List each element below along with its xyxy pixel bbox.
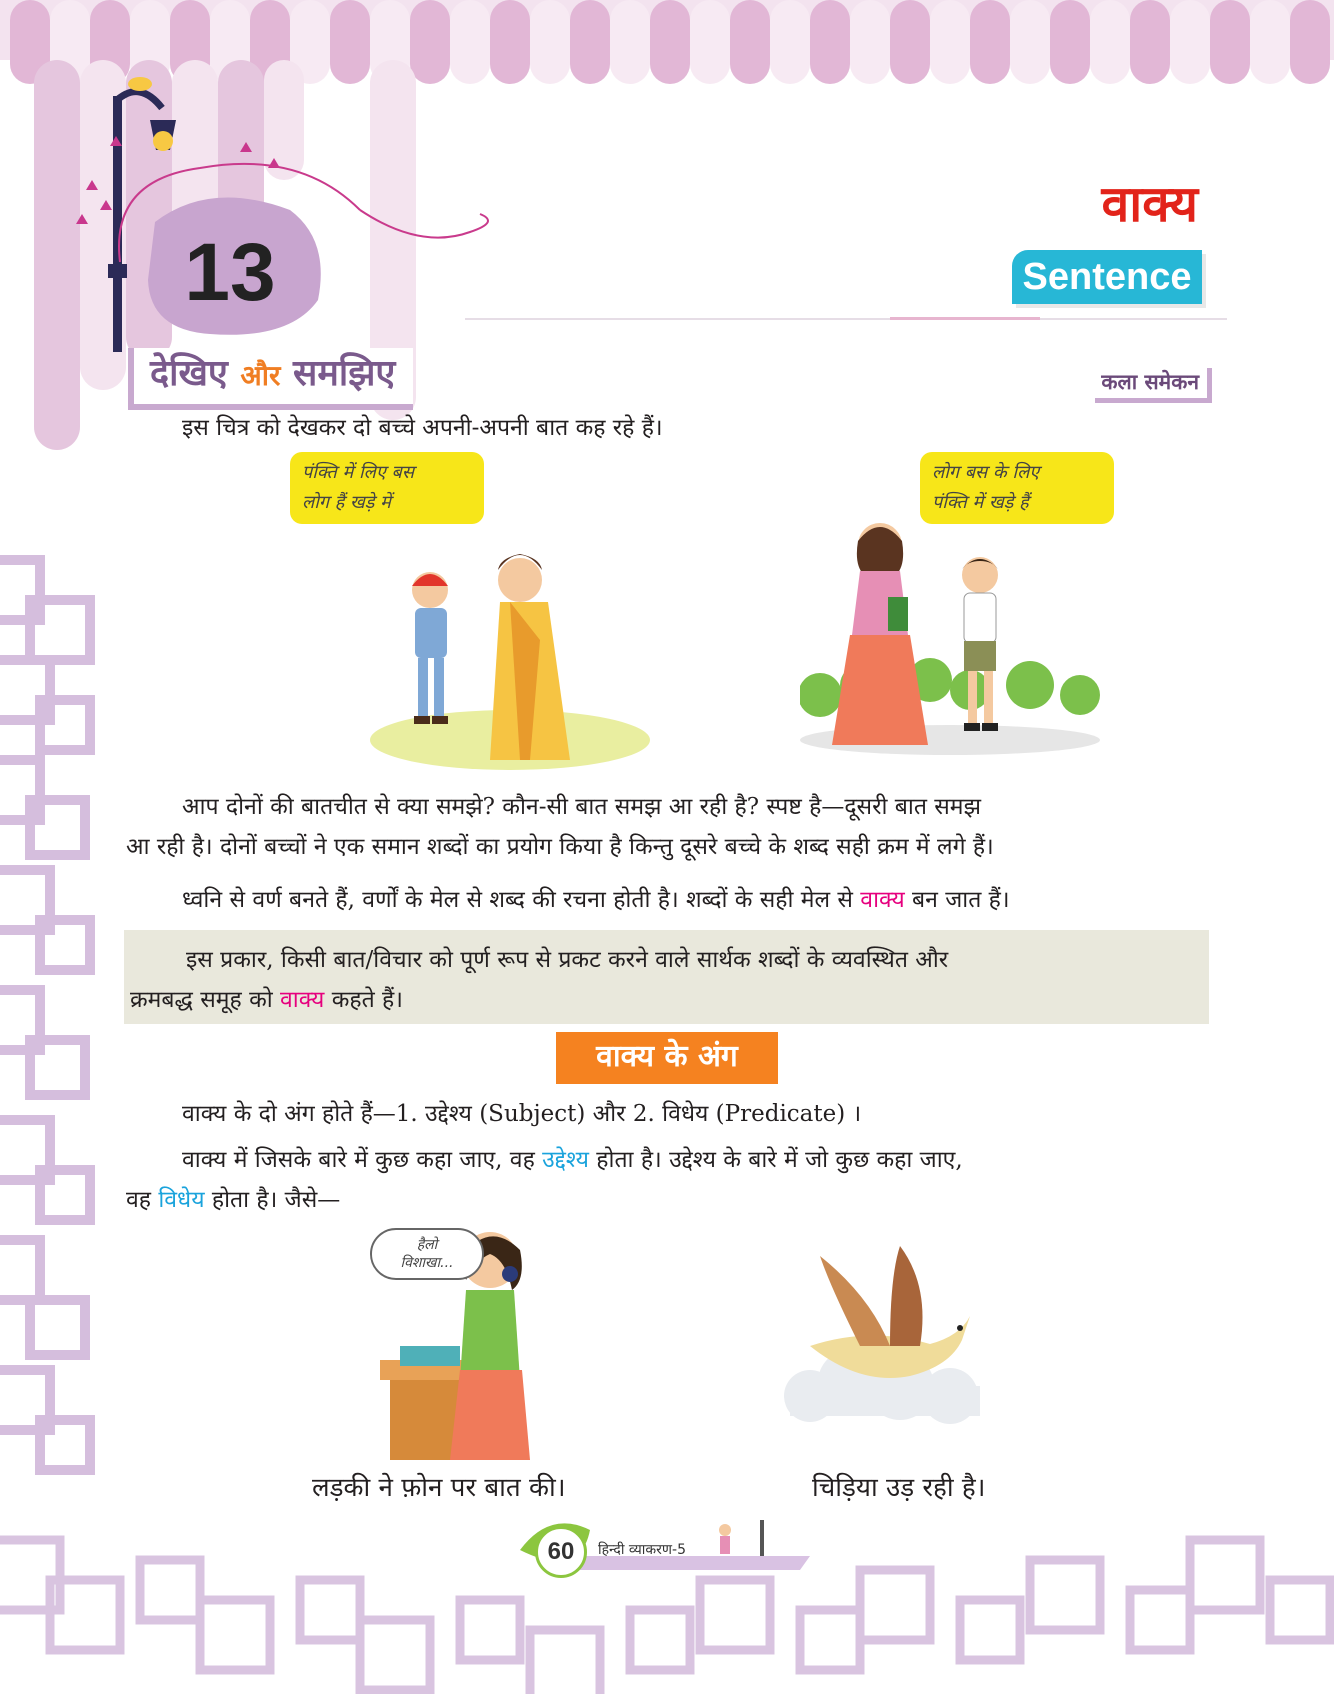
definition-highlight-vakya: वाक्य — [280, 987, 325, 1013]
highlight-vakya: वाक्य — [860, 887, 905, 913]
flying-bird-drawing — [770, 1236, 1000, 1436]
illustration-left-scene — [370, 540, 650, 770]
caption-bird: चिड़िया उड़ रही है। — [812, 1473, 986, 1503]
footer-book-title: हिन्दी व्याकरण-5 — [598, 1542, 686, 1558]
section-heading-part2: और — [240, 359, 281, 392]
intro-text: इस चित्र को देखकर दो बच्चे अपनी-अपनी बात कह रहे हैं। — [182, 415, 663, 441]
paragraph-formation — [182, 880, 1010, 920]
chapter-number: 13 — [184, 227, 276, 318]
paragraph-observation-line1: आप दोनों की बातचीत से क्या समझे? कौन-सी बात समझ आ रही है? स्पष्ट है—दूसरी बात समझ — [182, 794, 981, 820]
caption-girl: लड़की ने फ़ोन पर बात की। — [312, 1473, 566, 1503]
speech-bubble-right-line2: पंक्ति में खड़े हैं — [932, 492, 1029, 513]
section-heading-part3: समझिए — [293, 353, 396, 394]
definition-line2-a: क्रमबद्ध समूह को — [130, 987, 280, 1013]
parts-explanation — [126, 1140, 1216, 1220]
boy-and-woman-illustration — [370, 540, 650, 770]
parts-line3-b: होता है। जैसे— — [204, 1187, 341, 1213]
definition-line1: इस प्रकार, किसी बात/विचार को पूर्ण रूप से प्रकट करने वाले सार्थक शब्दों के व्यवस्थित और — [186, 947, 949, 973]
phone-speech-bubble — [370, 1228, 484, 1280]
bird-cloud-illustration — [770, 1236, 1000, 1436]
definition-line2 — [130, 980, 1205, 1020]
parts-heading: वाक्य के अंग — [556, 1032, 778, 1084]
chapter-title-english: Sentence — [1012, 250, 1202, 304]
header-divider-accent — [890, 317, 1040, 320]
definition-text — [130, 940, 1205, 1020]
section-heading-part1: देखिए — [150, 353, 228, 394]
speech-bubble-right-line1: लोग बस के लिए — [932, 462, 1040, 483]
illustration-right-scene — [800, 505, 1100, 755]
page-number: 60 — [535, 1526, 587, 1578]
speech-bubble-left-line2: लोग हैं खड़े में — [302, 492, 391, 513]
subject-tag: कला समेकन — [1095, 368, 1212, 403]
highlight-predicate: विधेय — [158, 1187, 205, 1213]
speech-bubble-right — [920, 452, 1114, 524]
speech-bubble-left-line1: पंक्ति में लिए बस — [302, 462, 414, 483]
paragraph-observation-line2: आ रही है। दोनों बच्चों ने एक समान शब्दों का प्रयोग किया है किन्तु दूसरे बच्चे के शब्द सही क्रम में लगे हैं। — [126, 834, 994, 860]
chapter-title-hindi: वाक्य — [1101, 175, 1198, 233]
speech-bubble-left — [290, 452, 484, 524]
paragraph-formation-text-a: ध्वनि से वर्ण बनते हैं, वर्णों के मेल से शब्द की रचना होती है। शब्दों के सही मेल से — [182, 887, 861, 913]
definition-line2-b: कहते हैं। — [324, 987, 403, 1013]
paragraph-observation — [126, 787, 1216, 867]
parts-line3-a: वह — [126, 1187, 159, 1213]
section-heading — [128, 348, 413, 410]
parts-line2-b: होता है। उद्देश्य के बारे में जो कुछ कहा जाए, — [588, 1147, 963, 1173]
phone-bubble-line1: हैलो — [416, 1237, 438, 1253]
left-edge-squares — [0, 560, 90, 1470]
header-divider — [465, 318, 1227, 320]
paragraph-formation-text-b: बन जात हैं। — [904, 887, 1010, 913]
highlight-subject: उद्देश्य — [542, 1147, 589, 1173]
parts-line2-a: वाक्य में जिसके बारे में कुछ कहा जाए, वह — [182, 1147, 543, 1173]
phone-bubble-line2: विशाखा... — [400, 1255, 454, 1271]
woman-and-boy-illustration — [800, 505, 1100, 755]
parts-line1: वाक्य के दो अंग होते हैं—1. उद्देश्य (Subject) और 2. विधेय (Predicate) । — [182, 1101, 862, 1127]
